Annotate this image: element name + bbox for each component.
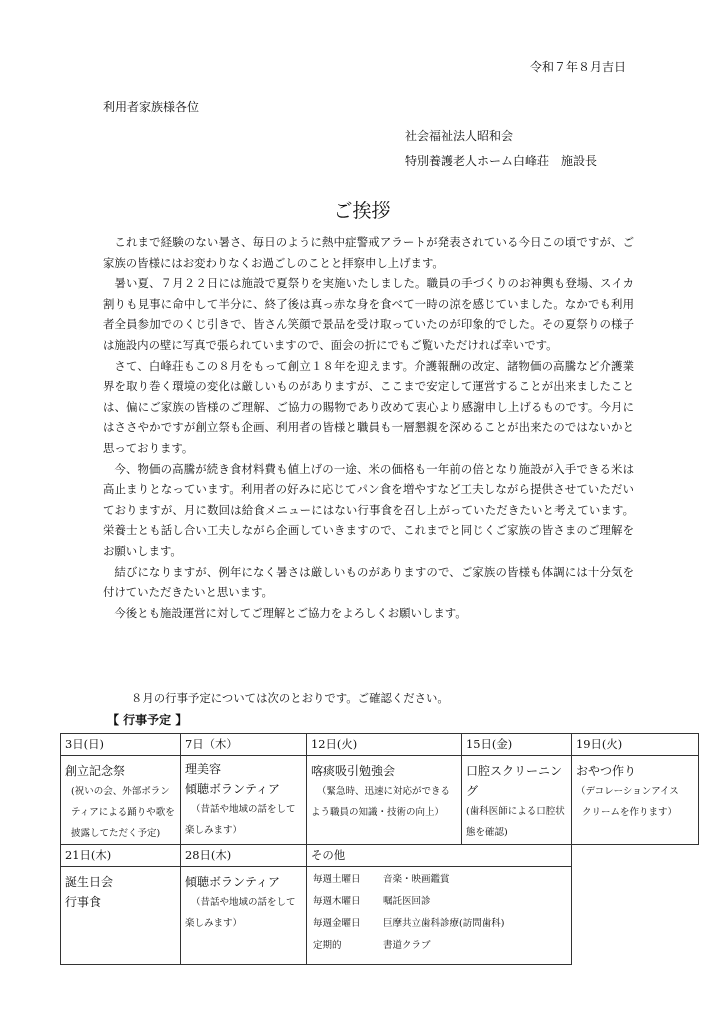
event-title: 傾聴ボランティア xyxy=(185,782,281,796)
schedule-date-row xyxy=(61,734,699,756)
event-note: 楽しみます） xyxy=(185,918,243,929)
paragraph: 今後とも施設運営に対してご理解とご協力をよろしくお願いします。 xyxy=(114,605,467,620)
event-activity: 巨摩共立歯科診療(訪問歯科) xyxy=(383,918,505,929)
schedule-date: 15日(金) xyxy=(462,734,572,756)
schedule-date: その他 xyxy=(307,845,572,867)
event-title: 行事食 xyxy=(65,895,102,909)
schedule-event-cell xyxy=(61,756,181,845)
event-note: （デコレーションアイス xyxy=(576,786,679,797)
schedule-date: 19日(火) xyxy=(572,734,699,756)
schedule-event-cell xyxy=(61,867,181,965)
event-note: 態を確認) xyxy=(466,827,508,838)
schedule-date: 12日(火) xyxy=(307,734,462,756)
event-frequency: 毎週土曜日 xyxy=(313,874,361,885)
event-note: ティアによる踊りや歌を xyxy=(71,807,175,818)
schedule-heading: 【 行事予定 】 xyxy=(107,713,188,727)
list-item xyxy=(311,891,567,913)
event-title: 口腔スクリーニング xyxy=(466,764,563,798)
schedule-date: 7日（木） xyxy=(181,734,307,756)
sender-facility-title: 特別養護老人ホーム白峰荘 施設長 xyxy=(405,154,598,168)
event-title: 創立記念祭 xyxy=(65,764,126,778)
event-note: （昔話や地域の話をして xyxy=(191,804,296,815)
document-title: ご挨拶 xyxy=(333,200,391,222)
event-note: (歯科医師による口腔状 xyxy=(466,806,565,817)
list-item xyxy=(311,913,567,935)
schedule-table xyxy=(60,733,699,965)
document-date: 令和７年８月吉日 xyxy=(529,60,626,74)
sender-organization: 社会福祉法人昭和会 xyxy=(405,129,514,143)
paragraph: さて、白峰荘もこの８月をもって創立１８年を迎えます。介護報酬の改定、諸物価の高騰など介護業界を取り巻く環境の変化は厳しいものがありますが、ここまで安定して運営することが出来ましたことは、偏にご家族の皆様のご理解、ご協力の賜物であり改めて衷心より感謝申し上げるものです。今月にはささやかですが創立祭も企画、利用者の皆様と職員も一層懇親を深めることが出来たのではないかと思っております。 xyxy=(103,358,634,455)
paragraph: 結びになりますが、例年になく暑さは厳しいものがありますので、ご家族の皆様も体調には十分気を付けていただきたいと思います。 xyxy=(103,564,634,600)
event-activity: 音楽・映画鑑賞 xyxy=(383,874,450,885)
schedule-date: 21日(木) xyxy=(61,845,181,867)
event-note: 楽しみます） xyxy=(185,825,243,836)
event-activity: 書道クラブ xyxy=(383,940,431,951)
schedule-date: 28日(木) xyxy=(181,845,307,867)
event-title: 誕生日会 xyxy=(65,875,114,889)
paragraph: これまで経験のない暑さ、毎日のように熱中症警戒アラートが発表されている今日この頃ですが、ご家族の皆様にはお変わりなくお過ごしのことと拝察申し上げます。 xyxy=(103,235,634,270)
schedule-date-row xyxy=(61,845,699,867)
event-title: 喀痰吸引勉強会 xyxy=(311,764,396,778)
list-item xyxy=(311,935,567,957)
event-note: よう職員の知識・技術の向上） xyxy=(311,807,445,818)
event-note: (祝いの会、外部ボラン xyxy=(71,786,170,797)
schedule-event-cell xyxy=(181,867,307,965)
sender-block xyxy=(405,124,597,174)
event-frequency: 定期的 xyxy=(313,940,342,951)
event-note: 披露してただく予定) xyxy=(71,828,161,839)
schedule-other-cell xyxy=(307,867,572,965)
list-item xyxy=(311,869,567,891)
event-note: （昔話や地域の話をして xyxy=(191,897,296,908)
event-frequency: 毎週木曜日 xyxy=(313,896,361,907)
schedule-event-cell xyxy=(307,756,462,845)
schedule-event-cell xyxy=(181,756,307,845)
schedule-event-row xyxy=(61,867,699,965)
paragraph: 暑い夏、７月２２日には施設で夏祭りを実施いたしました。職員の手づくりのお神輿も登場、スイカ割りも見事に命中して半分に、終了後は真っ赤な身を食べて一時の涼を感じていました。なかでも利用者全員参加でのくじ引きで、皆さん笑顔で景品を受け取っていたのが印象的でした。その夏祭りの様子は施設内の壁に写真で張られていますので、面会の折にでもご覧いただければ幸いです。 xyxy=(103,276,634,352)
schedule-event-row xyxy=(61,756,699,845)
event-title: 理美容 xyxy=(185,762,222,776)
event-title: 傾聴ボランティア xyxy=(185,875,281,889)
greeting-body xyxy=(103,232,634,623)
schedule-event-cell xyxy=(462,756,572,845)
paragraph: 今、物価の高騰が続き食材料費も値上げの一途、米の価格も一年前の倍となり施設が入手できる米は高止まりとなっています。利用者の好みに応じてパン食を増やすなど工夫しながら提供させていただいておりますが、月に数回は給食メニューにはない行事食を召し上がっていただきたいと考えています。栄養士とも話し合い工夫しながら企画していきますので、これまでと同じくご家族の皆さまのご理解をお願いします。 xyxy=(103,461,634,558)
event-activity: 嘱託医回診 xyxy=(383,896,431,907)
schedule-event-cell xyxy=(572,756,699,845)
schedule-date: 3日(日) xyxy=(61,734,181,756)
other-events-list xyxy=(311,869,567,957)
event-title: おやつ作り xyxy=(576,764,637,778)
event-frequency: 毎週金曜日 xyxy=(313,918,361,929)
event-note: クリームを作ります） xyxy=(582,807,678,818)
schedule-notice: ８月の行事予定については次のとおりです。ご確認ください。 xyxy=(131,691,449,705)
addressee: 利用者家族様各位 xyxy=(103,100,200,114)
event-note: （緊急時、迅速に対応ができる xyxy=(317,786,451,797)
